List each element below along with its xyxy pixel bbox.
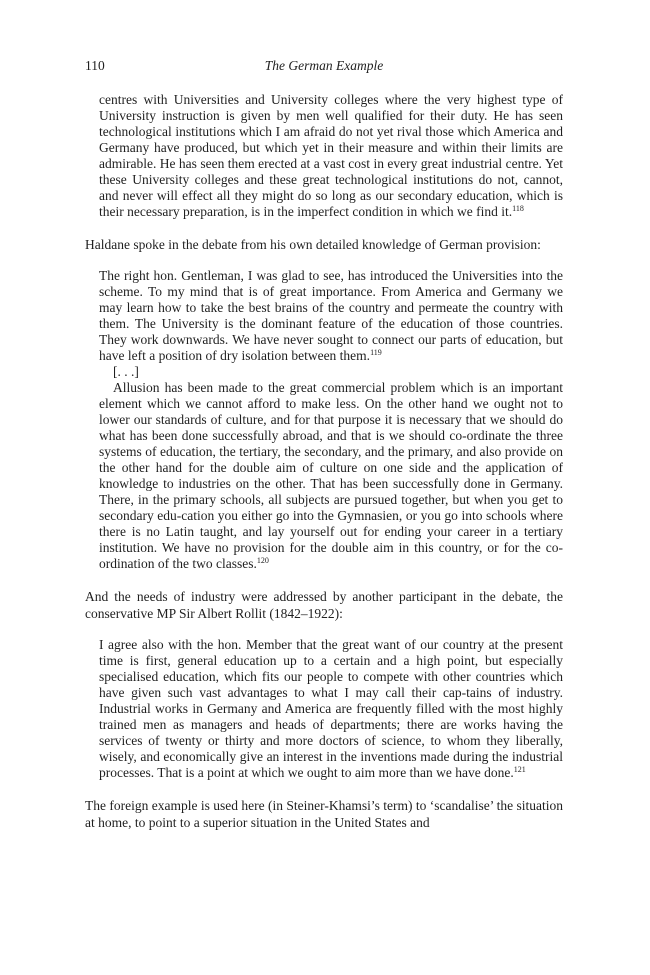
quote-text: Allusion has been made to the great commercial problem which is an important element which we cannot afford to make less. On the other hand we ought not to lower our standards of culture, and for that purpose it is necessary that we should do what has been done successfully abroad, and that is we should co-ordinate the three systems of education, the tertiary, the secondary, and the primary, and also provide on the other hand for the double aim of culture on one side and the application of knowledge to industries on the other. That has been successfully done in Germany. There, in the primary schools, all subjects are pursued together, but when you get to secondary edu-cation you either go into the Gymnasien, or you go into schools where there is no Latin taught, and lay yourself out for ending your career in a tertiary institution. We have no provision for the double aim in this country, or for the co-ordination of the two classes. (99, 380, 563, 571)
quote-text: I agree also with the hon. Member that the great want of our country at the present time is first, general education up to a certain and a high point, but especially specialised education, which fits our people to compete with other countries which have given such vast advantages to what I may call their cap-tains of industry. Industrial works in Germany and America are frequently filled with the most highly trained men as managers and heads of departments; there are works having the services of twenty or thirty and more doctors of science, to whom they liberally, wisely, and economically give an interest in the inventions made during the industrial processes. That is a point at which we ought to aim more than we have done. (99, 637, 563, 780)
page-header (85, 58, 563, 78)
block-quote-1 (85, 92, 563, 220)
body-paragraph-1: Haldane spoke in the debate from his own detailed knowledge of German provision: (85, 237, 541, 252)
block-quote-text (99, 92, 563, 220)
body-paragraph-2: And the needs of industry were addressed by another participant in the debate, the conservative MP Sir Albert Rollit (1842–1922): (85, 589, 563, 621)
page-body (85, 92, 563, 831)
block-quote-paragraph (99, 268, 563, 364)
block-quote-2 (85, 268, 563, 572)
quote-text: The right hon. Gentleman, I was glad to see, has introduced the Universities into the scheme. To my mind that is of great importance. From America and Germany we may learn how to take the best brains of the country and permeate the country with them. The University is the dominant feature of the education of those countries. They work downwards. We have never sought to connect our parts of education, but have left a position of dry isolation between them. (99, 268, 563, 363)
footnote-ref-120[interactable]: 120 (256, 556, 269, 565)
page-number: 110 (85, 58, 105, 73)
body-paragraph-3: The foreign example is used here (in Steiner-Khamsi’s term) to ‘scandalise’ the situation at home, to point to a superior situation in the United States and (85, 798, 563, 830)
footnote-ref-118[interactable]: 118 (512, 204, 524, 213)
quote-text: centres with Universities and University colleges where the very highest type of University instruction is given by men well qualified for their duty. He has seen technological institutions which I am afraid do not yet rival those which America and Germany have produced, but which yet in their measure and within their limits are admirable. He has seen them erected at a vast cost in every great industrial centre. Yet these University colleges and these great technological institutions do not, cannot, and never will effect all they might do so long as our secondary education, which is their necessary preparation, is in the imperfect condition in which we find it. (99, 92, 563, 219)
footnote-ref-121[interactable]: 121 (513, 765, 526, 774)
block-quote-paragraph (99, 380, 563, 572)
running-title: The German Example (264, 58, 384, 73)
block-quote-3 (85, 637, 563, 781)
footnote-ref-119[interactable]: 119 (370, 348, 382, 357)
block-quote-text (99, 637, 563, 781)
ellipsis: [. . .] (113, 364, 139, 379)
